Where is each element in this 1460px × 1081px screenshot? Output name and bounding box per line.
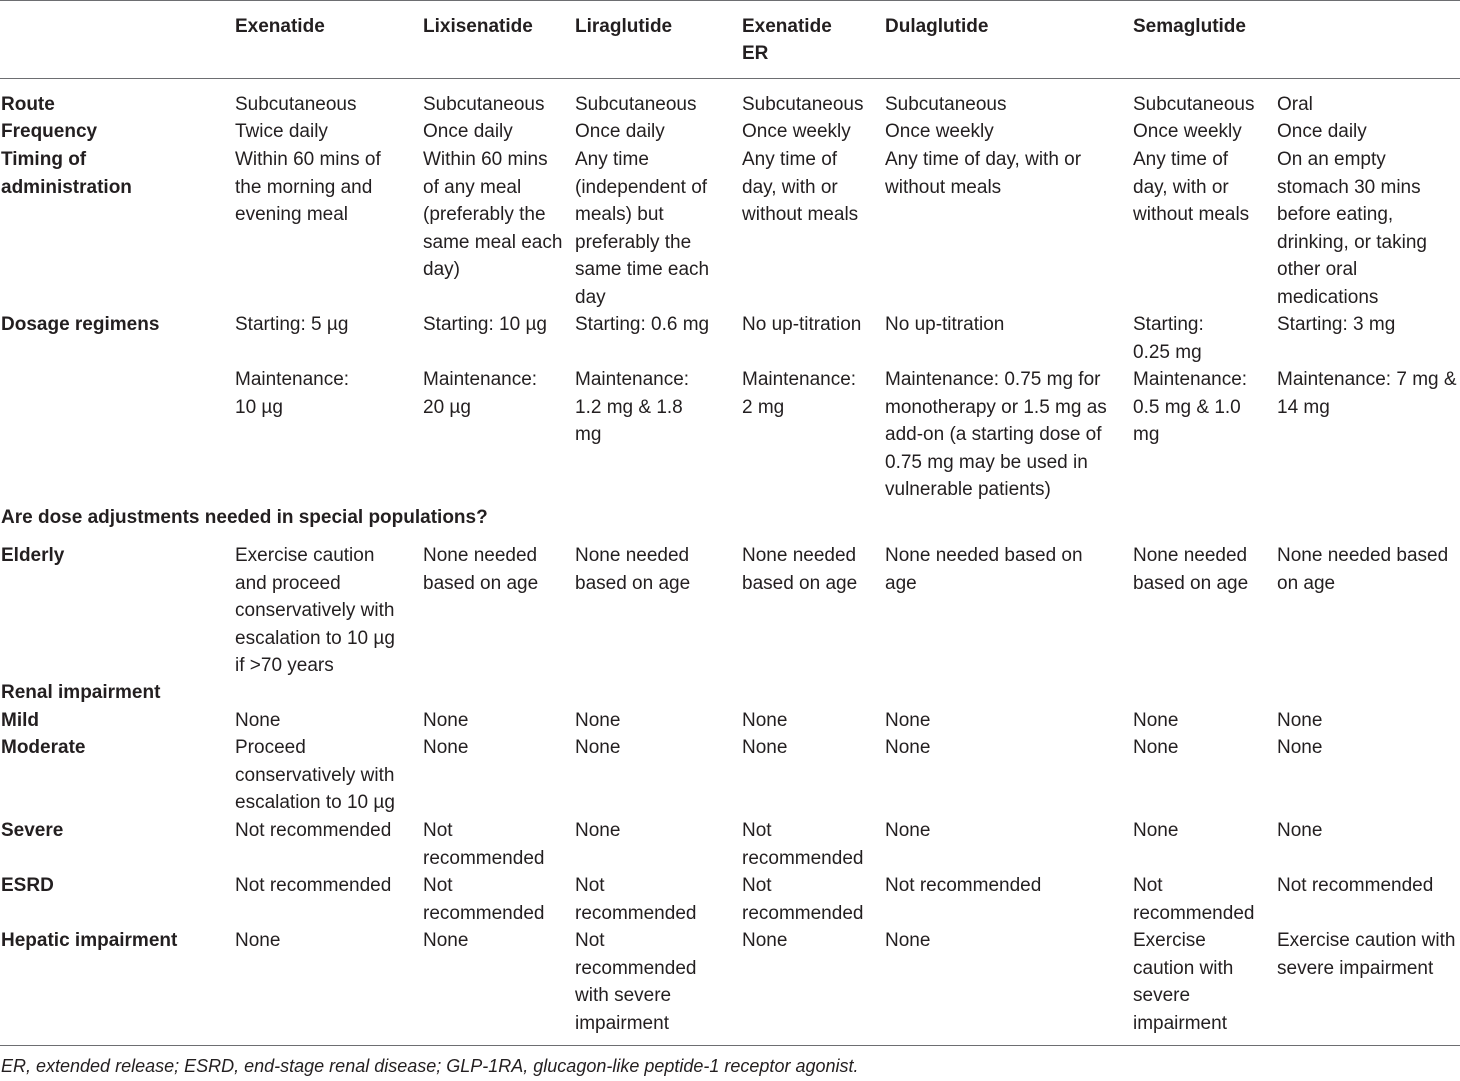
cell-esrd-exenatide: Not recommended (235, 875, 392, 896)
cell-frequency-dulaglutide: Once weekly (885, 121, 994, 142)
cell-route-lixisenatide: Subcutaneous (423, 94, 545, 115)
cell-frequency-exenatide-er: Once weekly (742, 121, 851, 142)
row-label-frequency: Frequency (1, 121, 98, 142)
cell-maintenance-exenatide-er: Maintenance: 2 mg (742, 369, 857, 418)
cell-esrd-exenatide-er: Not recommended (742, 875, 864, 924)
col-header-exenatide-er: Exenatide ER (742, 16, 832, 64)
cell-hepatic-exenatide: None (235, 930, 281, 951)
row-label-route: Route (1, 94, 55, 115)
cell-esrd-lixisenatide: Not recommended (423, 875, 545, 924)
cell-mild-semaglutide-oral: None (1277, 710, 1323, 731)
table-bottom-rule (0, 1045, 1460, 1046)
cell-elderly-exenatide: Exercise caution and proceed conservatively with escalation to 10 µg if >70 years (235, 545, 395, 676)
cell-timing-exenatide-er: Any time of day, with or without meals (742, 149, 859, 225)
row-label-mild: Mild (1, 710, 39, 731)
row-label-severe: Severe (1, 820, 64, 841)
cell-elderly-semaglutide-sc: None needed based on age (1133, 545, 1249, 594)
row-label-dosage: Dosage regimens (1, 314, 160, 335)
cell-severe-liraglutide: None (575, 820, 621, 841)
cell-route-semaglutide-oral: Oral (1277, 94, 1313, 115)
cell-severe-exenatide-er: Not recommended (742, 820, 864, 869)
cell-severe-semaglutide-sc: None (1133, 820, 1179, 841)
cell-dosage-exenatide-er: No up-titration (742, 314, 862, 335)
cell-severe-lixisenatide: Not recommended (423, 820, 545, 869)
cell-hepatic-liraglutide: Not recommended with severe impairment (575, 930, 697, 1034)
cell-maintenance-dulaglutide: Maintenance: 0.75 mg for monotherapy or 1.5 mg as add-on (a starting dose of 0.75 mg may be used in vulnerable patients) (885, 369, 1107, 500)
cell-moderate-dulaglutide: None (885, 737, 931, 758)
cell-moderate-semaglutide-oral: None (1277, 737, 1323, 758)
cell-elderly-semaglutide-oral: None needed based on age (1277, 545, 1449, 594)
cell-mild-exenatide: None (235, 710, 281, 731)
cell-maintenance-semaglutide-oral: Maintenance: 7 mg & 14 mg (1277, 369, 1457, 418)
row-label-timing: Timing of administration (1, 149, 132, 198)
cell-esrd-semaglutide-oral: Not recommended (1277, 875, 1434, 896)
cell-moderate-exenatide-er: None (742, 737, 788, 758)
cell-maintenance-exenatide: Maintenance: 10 µg (235, 369, 350, 418)
cell-elderly-liraglutide: None needed based on age (575, 545, 691, 594)
cell-esrd-semaglutide-sc: Not recommended (1133, 875, 1255, 924)
table-footnote: ER, extended release; ESRD, end-stage renal disease; GLP-1RA, glucagon-like peptide-1 receptor agonist. (1, 1056, 859, 1076)
cell-elderly-lixisenatide: None needed based on age (423, 545, 539, 594)
cell-dosage-lixisenatide: Starting: 10 µg (423, 314, 547, 335)
cell-mild-exenatide-er: None (742, 710, 788, 731)
cell-esrd-dulaglutide: Not recommended (885, 875, 1042, 896)
cell-hepatic-dulaglutide: None (885, 930, 931, 951)
section-heading-special-populations: Are dose adjustments needed in special populations? (1, 507, 488, 528)
cell-timing-liraglutide: Any time (independent of meals) but preferably the same time each day (575, 149, 710, 308)
cell-route-exenatide-er: Subcutaneous (742, 94, 864, 115)
cell-elderly-exenatide-er: None needed based on age (742, 545, 858, 594)
cell-esrd-liraglutide: Not recommended (575, 875, 697, 924)
row-label-esrd: ESRD (1, 875, 54, 896)
cell-mild-lixisenatide: None (423, 710, 469, 731)
col-header-semaglutide: Semaglutide (1133, 16, 1246, 37)
col-header-lixisenatide: Lixisenatide (423, 16, 533, 37)
cell-hepatic-lixisenatide: None (423, 930, 469, 951)
cell-mild-dulaglutide: None (885, 710, 931, 731)
header-top-rule (0, 0, 1460, 1)
row-label-moderate: Moderate (1, 737, 86, 758)
cell-severe-semaglutide-oral: None (1277, 820, 1323, 841)
cell-moderate-lixisenatide: None (423, 737, 469, 758)
cell-mild-liraglutide: None (575, 710, 621, 731)
cell-severe-dulaglutide: None (885, 820, 931, 841)
cell-elderly-dulaglutide: None needed based on age (885, 545, 1083, 594)
cell-dosage-dulaglutide: No up-titration (885, 314, 1005, 335)
cell-mild-semaglutide-sc: None (1133, 710, 1179, 731)
cell-hepatic-semaglutide-oral: Exercise caution with severe impairment (1277, 930, 1456, 979)
cell-frequency-liraglutide: Once daily (575, 121, 665, 142)
cell-timing-lixisenatide: Within 60 mins of any meal (preferably the same meal each day) (423, 149, 563, 280)
row-label-renal-impairment: Renal impairment (1, 682, 161, 703)
col-header-exenatide: Exenatide (235, 16, 325, 37)
cell-hepatic-exenatide-er: None (742, 930, 788, 951)
cell-dosage-liraglutide: Starting: 0.6 mg (575, 314, 710, 335)
cell-timing-semaglutide-oral: On an empty stomach 30 mins before eating, drinking, or taking other oral medications (1277, 149, 1427, 308)
cell-timing-semaglutide-sc: Any time of day, with or without meals (1133, 149, 1250, 225)
cell-severe-exenatide: Not recommended (235, 820, 392, 841)
cell-route-exenatide: Subcutaneous (235, 94, 357, 115)
row-label-elderly: Elderly (1, 545, 65, 566)
cell-frequency-lixisenatide: Once daily (423, 121, 513, 142)
cell-maintenance-semaglutide-sc: Maintenance: 0.5 mg & 1.0 mg (1133, 369, 1248, 445)
col-header-dulaglutide: Dulaglutide (885, 16, 989, 37)
cell-hepatic-semaglutide-sc: Exercise caution with severe impairment (1133, 930, 1234, 1034)
cell-dosage-semaglutide-oral: Starting: 3 mg (1277, 314, 1396, 335)
col-header-liraglutide: Liraglutide (575, 16, 673, 37)
header-bottom-rule (0, 78, 1460, 79)
cell-dosage-semaglutide-sc: Starting: 0.25 mg (1133, 314, 1204, 363)
cell-moderate-semaglutide-sc: None (1133, 737, 1179, 758)
cell-route-semaglutide-sc: Subcutaneous (1133, 94, 1255, 115)
cell-maintenance-liraglutide: Maintenance: 1.2 mg & 1.8 mg (575, 369, 690, 445)
cell-moderate-exenatide: Proceed conservatively with escalation to 10 µg (235, 737, 395, 813)
cell-route-dulaglutide: Subcutaneous (885, 94, 1007, 115)
cell-frequency-semaglutide-sc: Once weekly (1133, 121, 1242, 142)
cell-timing-dulaglutide: Any time of day, with or without meals (885, 149, 1082, 198)
cell-moderate-liraglutide: None (575, 737, 621, 758)
cell-frequency-semaglutide-oral: Once daily (1277, 121, 1367, 142)
cell-dosage-exenatide: Starting: 5 µg (235, 314, 349, 335)
cell-timing-exenatide: Within 60 mins of the morning and evening meal (235, 149, 381, 225)
row-label-hepatic-impairment: Hepatic impairment (1, 930, 178, 951)
cell-frequency-exenatide: Twice daily (235, 121, 328, 142)
cell-maintenance-lixisenatide: Maintenance: 20 µg (423, 369, 538, 418)
cell-route-liraglutide: Subcutaneous (575, 94, 697, 115)
